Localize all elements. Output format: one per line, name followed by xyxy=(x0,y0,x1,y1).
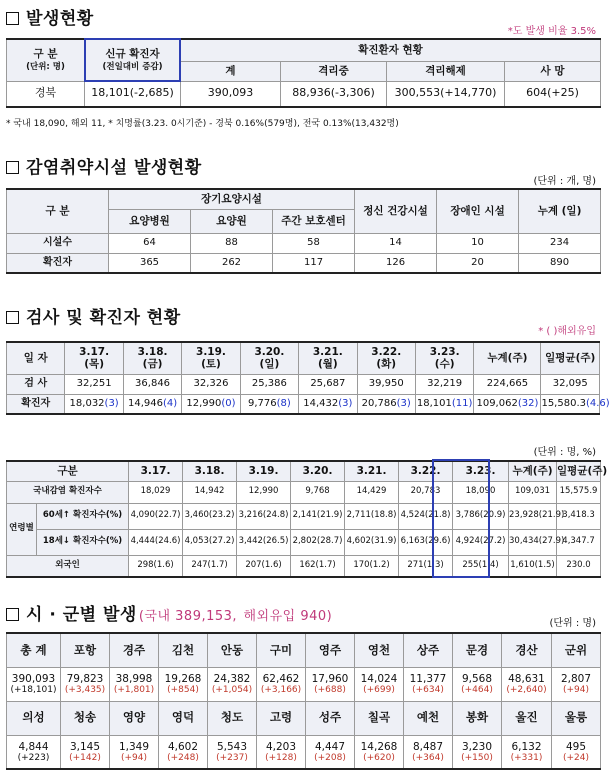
table-cell: 14,429 xyxy=(345,481,399,503)
facilities-table xyxy=(6,188,601,274)
row-label: 외국인 xyxy=(7,555,129,577)
header-date: 3.21. xyxy=(345,461,399,481)
table-cell: 109,062(32) xyxy=(474,394,541,414)
table-cell: 14,946(4) xyxy=(123,394,181,414)
region-name: 군위 xyxy=(552,633,601,667)
region-total: 11,377 xyxy=(409,672,447,685)
region-name: 경주 xyxy=(110,633,159,667)
region-diff: (+699) xyxy=(363,684,395,695)
table-row xyxy=(7,503,601,529)
table-cell: 890 xyxy=(519,253,601,273)
domestic-total: (국내 389,153, xyxy=(138,609,238,624)
region-diff: (+3,435) xyxy=(64,684,106,695)
table-cell: 255(1.4) xyxy=(453,555,509,577)
header-total: 계 xyxy=(181,61,281,81)
table-row xyxy=(7,394,600,414)
new-cases-value: 18,101(-2,685) xyxy=(85,81,181,107)
table-cell: 4,347.7 xyxy=(557,529,601,555)
table-cell: 234 xyxy=(519,233,601,253)
region-diff: (+128) xyxy=(265,752,297,763)
region-diff: (+331) xyxy=(510,752,543,763)
header-date: 3.23. xyxy=(453,461,509,481)
table-cell: 117 xyxy=(273,253,355,273)
region-name: 구미 xyxy=(257,633,306,667)
region-name: 김천 xyxy=(159,633,208,667)
table-cell: 4,444(24.6) xyxy=(129,529,183,555)
region-total: 62,462 xyxy=(262,672,300,685)
table-cell: 20,783 xyxy=(399,481,453,503)
header-new-cases: 신규 확진자 (전일대비 증감) xyxy=(85,39,181,81)
total-value: 390,093 xyxy=(181,81,281,107)
table-cell: 298(1.6) xyxy=(129,555,183,577)
header-date-0: 3.17. (목) xyxy=(65,342,123,374)
province-ratio-note: *도 발생 비율 3.5% xyxy=(507,26,596,37)
table-cell: 30,434(27.9) xyxy=(509,529,557,555)
region-name: 영주 xyxy=(306,633,355,667)
region-diff: (+3,166) xyxy=(260,684,302,695)
header-released: 격리해제 xyxy=(387,61,505,81)
region-total: 4,844 xyxy=(18,740,49,753)
table-cell: 170(1.2) xyxy=(345,555,399,577)
region-total: 24,382 xyxy=(213,672,251,685)
header-mental-health: 정신 건강시설 xyxy=(355,189,437,233)
table-cell: 224,665 xyxy=(474,374,541,394)
region-cell xyxy=(7,735,61,769)
region-diff: (+24) xyxy=(562,752,589,763)
table-row xyxy=(7,233,601,253)
table-cell: 18,090 xyxy=(453,481,509,503)
region-cell xyxy=(306,667,355,701)
table-cell: 3,442(26.5) xyxy=(237,529,291,555)
header-gubun: 구분 xyxy=(7,461,129,481)
table-cell: 14,942 xyxy=(183,481,237,503)
region-total: 38,998 xyxy=(115,672,153,685)
region-name: 영천 xyxy=(355,633,404,667)
header-death: 사 망 xyxy=(505,61,601,81)
table-cell: 12,990(0) xyxy=(182,394,240,414)
region-diff: (+248) xyxy=(167,752,199,763)
region-name: 예천 xyxy=(404,701,453,735)
region-diff: (+237) xyxy=(216,752,248,763)
region-cell xyxy=(404,667,453,701)
table-cell: 9,768 xyxy=(291,481,345,503)
region-name: 고령 xyxy=(257,701,306,735)
table-cell: 207(1.6) xyxy=(237,555,291,577)
row-label: 확진자 xyxy=(7,253,109,273)
header-date-5: 3.22. (화) xyxy=(357,342,415,374)
region-total: 48,631 xyxy=(508,672,545,685)
table-row xyxy=(7,555,601,577)
table-cell: 18,032(3) xyxy=(65,394,123,414)
row-label: 경북 xyxy=(7,81,85,107)
overseas-note: * ( )해외유입 xyxy=(538,326,596,337)
table-cell: 3,460(23.2) xyxy=(183,503,237,529)
region-cell xyxy=(257,735,306,769)
region-diff: (+620) xyxy=(363,752,395,763)
table-cell: 36,846 xyxy=(123,374,181,394)
unit-note: (단위 : 개, 명) xyxy=(533,176,596,187)
region-total: 79,823 xyxy=(66,672,104,685)
region-diff: (+18,101) xyxy=(10,684,57,695)
region-diff: (+208) xyxy=(314,752,346,763)
unit-note: (단위 : 명, %) xyxy=(533,447,596,458)
header-date: 3.18. xyxy=(183,461,237,481)
region-total: 14,268 xyxy=(360,740,398,753)
table-cell: 2,802(28.7) xyxy=(291,529,345,555)
table-cell: 15,580.3(4.6) xyxy=(541,394,600,414)
region-cell xyxy=(7,667,61,701)
table-row xyxy=(7,529,601,555)
region-total: 3,230 xyxy=(461,740,493,753)
table-cell: 2,711(18.8) xyxy=(345,503,399,529)
table-cell: 3,786(20.9) xyxy=(453,503,509,529)
header-date-6: 3.23. (수) xyxy=(415,342,473,374)
region-cell xyxy=(502,735,552,769)
table-cell: 32,095 xyxy=(541,374,600,394)
table-row xyxy=(7,667,601,701)
footnote: * 국내 18,090, 해외 11, * 치명률(3.23. 0시기준) - 경북 0.16%(579명), 전국 0.13%(13,432명) xyxy=(6,119,399,129)
table-row xyxy=(7,735,601,769)
region-name: 의성 xyxy=(7,701,61,735)
table-cell: 20,786(3) xyxy=(357,394,415,414)
header-isolating: 격리중 xyxy=(281,61,387,81)
row-label: 국내감염 확진자수 xyxy=(7,481,129,503)
header-cumulative: 누계 (일) xyxy=(519,189,601,233)
header-date-3: 3.20. (일) xyxy=(240,342,298,374)
region-cell xyxy=(110,735,159,769)
region-name: 성주 xyxy=(306,701,355,735)
section-title-occurrence: 발생현황 xyxy=(6,4,94,29)
table-cell: 18,101(11) xyxy=(415,394,473,414)
region-cell xyxy=(453,735,502,769)
table-cell: 64 xyxy=(109,233,191,253)
region-cell xyxy=(453,667,502,701)
table-cell: 365 xyxy=(109,253,191,273)
table-cell: 4,602(31.9) xyxy=(345,529,399,555)
header-date-1: 3.18. (금) xyxy=(123,342,181,374)
table-cell: 271(1.3) xyxy=(399,555,453,577)
region-name: 칠곡 xyxy=(355,701,404,735)
region-total: 1,349 xyxy=(118,740,150,753)
region-cell xyxy=(552,667,601,701)
table-cell: 3,216(24.8) xyxy=(237,503,291,529)
region-name: 문경 xyxy=(453,633,502,667)
table-cell: 230.0 xyxy=(557,555,601,577)
region-diff: (+688) xyxy=(314,684,346,695)
region-cell xyxy=(208,667,257,701)
table-cell: 20 xyxy=(437,253,519,273)
header-disabled-facility: 장애인 시설 xyxy=(437,189,519,233)
table-cell: 25,687 xyxy=(299,374,357,394)
table-cell: 6,163(29.6) xyxy=(399,529,453,555)
region-cell xyxy=(159,667,208,701)
occurrence-table xyxy=(6,38,601,108)
table-cell: 162(1.7) xyxy=(291,555,345,577)
region-total: 5,543 xyxy=(216,740,248,753)
region-diff: (+854) xyxy=(167,684,199,695)
header-date: 3.17. xyxy=(129,461,183,481)
header-longterm-care: 장기요양시설 xyxy=(109,189,355,209)
region-name: 영양 xyxy=(110,701,159,735)
table-cell: 32,326 xyxy=(182,374,240,394)
region-name: 총 계 xyxy=(7,633,61,667)
region-cell xyxy=(306,735,355,769)
table-cell: 126 xyxy=(355,253,437,273)
region-total: 2,807 xyxy=(560,672,592,685)
region-cell xyxy=(502,667,552,701)
region-total: 8,487 xyxy=(412,740,444,753)
region-name: 안동 xyxy=(208,633,257,667)
region-name: 경산 xyxy=(502,633,552,667)
table-row xyxy=(7,374,600,394)
region-cell xyxy=(61,667,110,701)
table-cell: 262 xyxy=(191,253,273,273)
region-diff: (+94) xyxy=(562,684,589,695)
table-cell: 3,418.3 xyxy=(557,503,601,529)
region-name: 청도 xyxy=(208,701,257,735)
table-cell: 4,924(27.2) xyxy=(453,529,509,555)
table-row xyxy=(7,633,601,667)
table-cell: 109,031 xyxy=(509,481,557,503)
header-cumulative-week: 누계(주) xyxy=(509,461,557,481)
section-title-tests: 검사 및 확진자 현황 xyxy=(6,303,181,328)
death-value: 604(+25) xyxy=(505,81,601,107)
released-value: 300,553(+14,770) xyxy=(387,81,505,107)
checkbox-bullet-icon xyxy=(6,608,19,621)
header-date: 3.19. xyxy=(237,461,291,481)
region-name: 포항 xyxy=(61,633,110,667)
table-cell: 10 xyxy=(437,233,519,253)
region-diff: (+464) xyxy=(461,684,493,695)
table-cell: 23,928(21.9) xyxy=(509,503,557,529)
region-diff: (+2,640) xyxy=(506,684,547,695)
region-total: 3,145 xyxy=(69,740,101,753)
region-cell xyxy=(257,667,306,701)
table-cell: 32,251 xyxy=(65,374,123,394)
table-cell: 247(1.7) xyxy=(183,555,237,577)
age-group-label: 연령별 xyxy=(7,503,37,555)
table-cell: 32,219 xyxy=(415,374,473,394)
table-cell: 1,610(1.5) xyxy=(509,555,557,577)
region-cell xyxy=(552,735,601,769)
header-nursing-home: 요양원 xyxy=(191,209,273,233)
header-nursing-hospital: 요양병원 xyxy=(109,209,191,233)
table-row xyxy=(7,81,601,107)
header-daycare: 주간 보호센터 xyxy=(273,209,355,233)
region-diff: (+223) xyxy=(17,752,50,763)
region-diff: (+1,054) xyxy=(211,684,253,695)
overseas-total: 해외유입 940) xyxy=(243,609,333,624)
table-cell: 25,386 xyxy=(240,374,298,394)
region-name: 울릉 xyxy=(552,701,601,735)
age-table xyxy=(6,460,608,578)
table-row xyxy=(7,481,601,503)
table-row xyxy=(7,701,601,735)
region-total: 390,093 xyxy=(11,672,56,685)
region-name: 상주 xyxy=(404,633,453,667)
table-cell: 4,524(21.8) xyxy=(399,503,453,529)
region-total: 4,203 xyxy=(265,740,297,753)
region-total: 19,268 xyxy=(164,672,202,685)
region-cell xyxy=(159,735,208,769)
header-daily-average: 일평균(주) xyxy=(541,342,600,374)
isolating-value: 88,936(-3,306) xyxy=(281,81,387,107)
region-diff: (+1,801) xyxy=(113,684,155,695)
header-date-2: 3.19. (토) xyxy=(182,342,240,374)
header-daily-average: 일평균(주) xyxy=(557,461,601,481)
table-cell: 88 xyxy=(191,233,273,253)
region-total: 17,960 xyxy=(311,672,349,685)
region-cell xyxy=(404,735,453,769)
region-total: 4,447 xyxy=(314,740,346,753)
region-diff: (+634) xyxy=(412,684,444,695)
table-cell: 14 xyxy=(355,233,437,253)
header-cumulative-week: 누계(주) xyxy=(474,342,541,374)
header-date: 3.20. xyxy=(291,461,345,481)
region-name: 울진 xyxy=(502,701,552,735)
table-row xyxy=(7,253,601,273)
region-name: 영덕 xyxy=(159,701,208,735)
header-gubun: 구 분 (단위: 명) xyxy=(7,39,85,81)
table-cell: 9,776(8) xyxy=(240,394,298,414)
table-cell: 58 xyxy=(273,233,355,253)
checkbox-bullet-icon xyxy=(6,311,19,324)
region-table xyxy=(6,632,601,770)
checkbox-bullet-icon xyxy=(6,161,19,174)
region-cell xyxy=(110,667,159,701)
region-total: 495 xyxy=(565,740,587,753)
region-diff: (+94) xyxy=(120,752,147,763)
row-label: 검 사 xyxy=(7,374,65,394)
unit-note: (단위 : 명) xyxy=(549,618,596,629)
row-label: 18세↓ 확진자수(%) xyxy=(37,529,129,555)
region-name: 봉화 xyxy=(453,701,502,735)
tests-table xyxy=(6,341,610,415)
section-title-vulnerable-facilities: 감염취약시설 발생현황 xyxy=(6,153,202,178)
region-diff: (+150) xyxy=(461,752,493,763)
region-total: 4,602 xyxy=(167,740,199,753)
row-label: 시설수 xyxy=(7,233,109,253)
header-date: 일 자 xyxy=(7,342,65,374)
region-diff: (+364) xyxy=(412,752,444,763)
region-cell xyxy=(355,735,404,769)
section-title-by-region: 시 · 군별 발생 (국내 389,153, 해외유입 940) xyxy=(6,600,332,625)
region-cell xyxy=(208,735,257,769)
table-cell: 2,141(21.9) xyxy=(291,503,345,529)
region-cell xyxy=(355,667,404,701)
table-cell: 18,029 xyxy=(129,481,183,503)
checkbox-bullet-icon xyxy=(6,12,19,25)
table-cell: 14,432(3) xyxy=(299,394,357,414)
table-cell: 12,990 xyxy=(237,481,291,503)
row-label: 60세↑ 확진자수(%) xyxy=(37,503,129,529)
region-name: 청송 xyxy=(61,701,110,735)
region-total: 9,568 xyxy=(461,672,493,685)
table-cell: 4,053(27.2) xyxy=(183,529,237,555)
region-total: 6,132 xyxy=(511,740,542,753)
row-label: 확진자 xyxy=(7,394,65,414)
header-gubun: 구 분 xyxy=(7,189,109,233)
header-date: 3.22. xyxy=(399,461,453,481)
table-cell: 39,950 xyxy=(357,374,415,394)
header-confirmed-status: 확진환자 현황 xyxy=(181,39,601,61)
table-cell: 4,090(22.7) xyxy=(129,503,183,529)
region-total: 14,024 xyxy=(360,672,398,685)
header-date-4: 3.21. (월) xyxy=(299,342,357,374)
region-diff: (+142) xyxy=(69,752,101,763)
table-cell: 15,575.9 xyxy=(557,481,601,503)
region-cell xyxy=(61,735,110,769)
